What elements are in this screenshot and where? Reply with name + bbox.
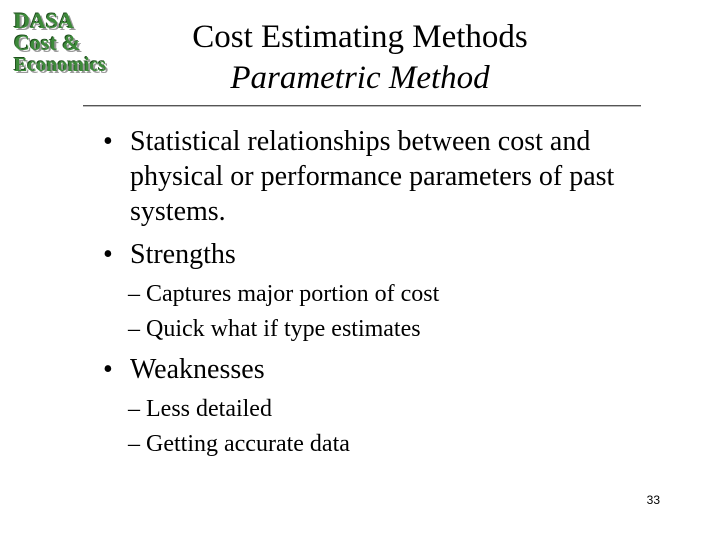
- slide-subtitle: Parametric Method: [230, 60, 490, 96]
- title-divider: [83, 105, 641, 107]
- bullet-text: Strengths: [130, 239, 236, 270]
- bullet-marker: •: [103, 239, 113, 270]
- logo-line-2: Cost &: [14, 30, 81, 55]
- bullet-weaknesses: [103, 352, 673, 388]
- sub-bullet-captures-major-portion: – Captures major portion of cost: [128, 281, 440, 307]
- logo-line-1: DASA: [14, 8, 74, 33]
- slide-title: Cost Estimating Methods: [192, 19, 528, 55]
- bullet-strengths: [103, 237, 673, 273]
- logo-line-3: Economics: [14, 54, 107, 76]
- bullet-text: Weaknesses: [130, 354, 265, 385]
- bullet-text: Statistical relationships between cost and physical or performance parameters of past systems.: [130, 126, 615, 227]
- bullet-marker: •: [103, 354, 113, 385]
- bullet-statistical-relationships: [103, 124, 673, 234]
- dasa-logo: [14, 10, 124, 76]
- sub-bullet-quick-what-if: – Quick what if type estimates: [128, 316, 421, 342]
- bullet-marker: •: [103, 126, 113, 157]
- sub-bullet-less-detailed: – Less detailed: [128, 396, 272, 422]
- sub-bullet-accurate-data: – Getting accurate data: [128, 431, 350, 457]
- page-number: 33: [646, 493, 660, 507]
